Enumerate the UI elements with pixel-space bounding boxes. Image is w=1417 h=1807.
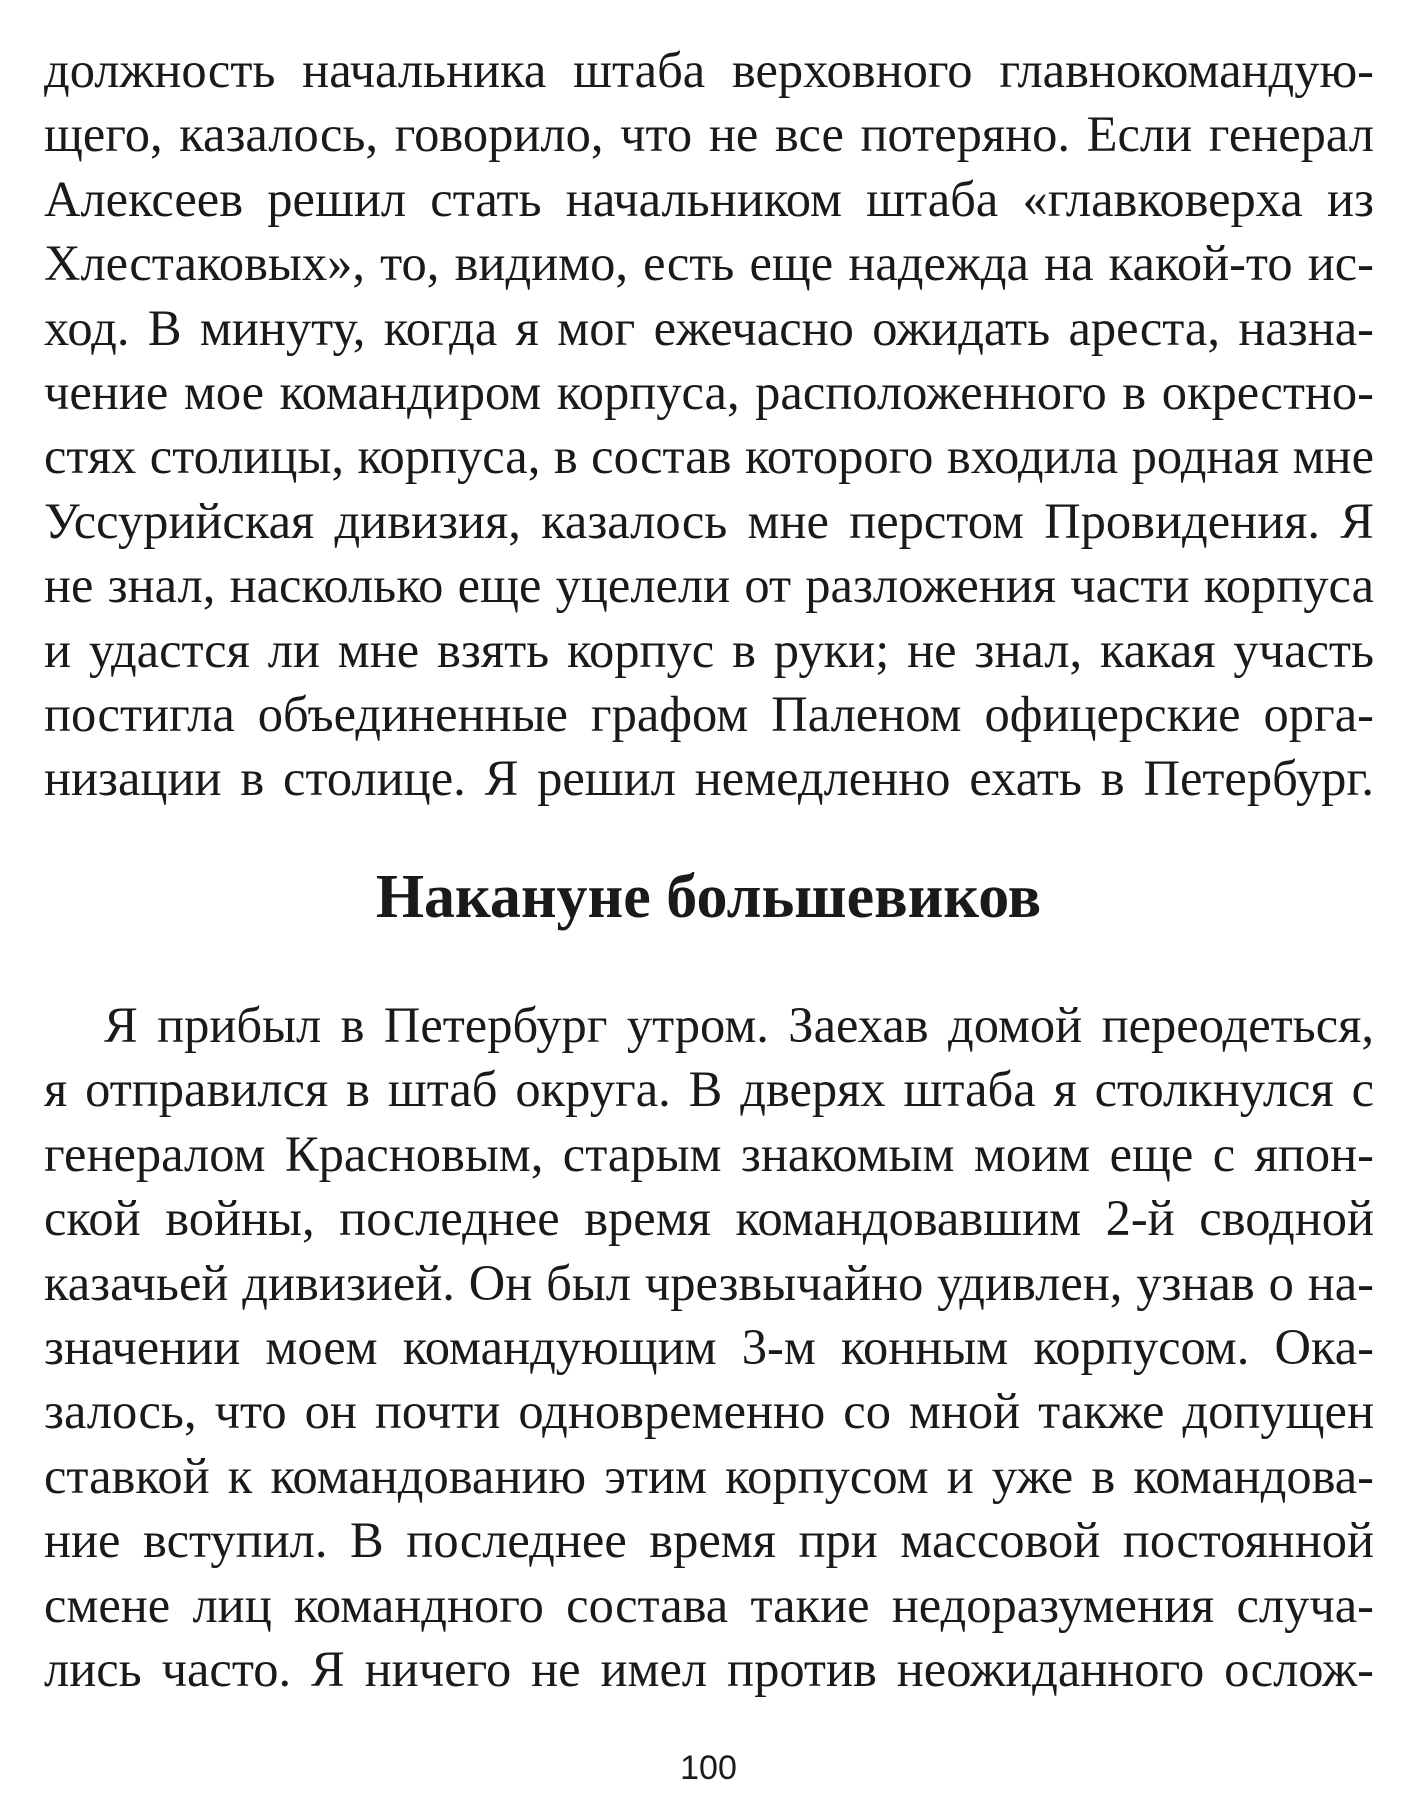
text-line: Уссурийская дивизия, казалось мне перстом Провидения. Я bbox=[44, 492, 1374, 549]
text-line: казачьей дивизией. Он был чрезвычайно удивлен, узнав о на- bbox=[44, 1254, 1374, 1311]
text-line: щего, казалось, говорило, что не все потеряно. Если генерал bbox=[44, 106, 1374, 163]
text-line: я отправился в штаб округа. В дверях штаба я столкнулся с bbox=[44, 1061, 1374, 1118]
text-line: чение мое командиром корпуса, расположенного в окрестно- bbox=[44, 364, 1374, 421]
text-line: генералом Красновым, старым знакомым моим еще с япон- bbox=[44, 1125, 1374, 1182]
text-line: и удастся ли мне взять корпус в руки; не знал, какая участь bbox=[44, 621, 1374, 678]
text-line: Хлестаковых», то, видимо, есть еще надежда на какой-то ис- bbox=[44, 235, 1374, 292]
paragraph-top bbox=[44, 38, 1374, 811]
text-line: ской войны, последнее время командовавшим 2-й сводной bbox=[44, 1190, 1374, 1247]
text-line: ставкой к командованию этим корпусом и уже в командова- bbox=[44, 1447, 1374, 1504]
text-line: значении моем командующим 3-м конным корпусом. Ока- bbox=[44, 1319, 1374, 1376]
text-line: Я прибыл в Петербург утром. Заехав домой переодеться, bbox=[104, 997, 1374, 1053]
text-line: ние вступил. В последнее время при массовой постоянной bbox=[44, 1512, 1374, 1569]
text-line: не знал, насколько еще уцелели от разложения части корпуса bbox=[44, 557, 1374, 614]
text-line: лись часто. Я ничего не имел против неожиданного ослож- bbox=[44, 1641, 1374, 1698]
text-line: постигла объединенные графом Паленом офицерские орга- bbox=[44, 686, 1374, 743]
text-line: стях столицы, корпуса, в состав которого входила родная мне bbox=[44, 428, 1374, 485]
text-line: Алексеев решил стать начальником штаба «главковерха из bbox=[44, 170, 1374, 227]
section-heading: Накануне большевиков bbox=[375, 863, 1042, 931]
text-line: ход. В минуту, когда я мог ежечасно ожидать ареста, назна- bbox=[44, 299, 1374, 356]
text-line: должность начальника штаба верховного главнокомандую- bbox=[44, 42, 1374, 98]
page-number: 100 bbox=[680, 1749, 737, 1787]
paragraph-bottom bbox=[44, 993, 1374, 1701]
text-line: смене лиц командного состава такие недоразумения случа- bbox=[44, 1576, 1374, 1633]
text-line: залось, что он почти одновременно со мной также допущен bbox=[44, 1383, 1374, 1440]
text-line: низации в столице. Я решил немедленно ехать в Петербург. bbox=[44, 750, 1374, 807]
